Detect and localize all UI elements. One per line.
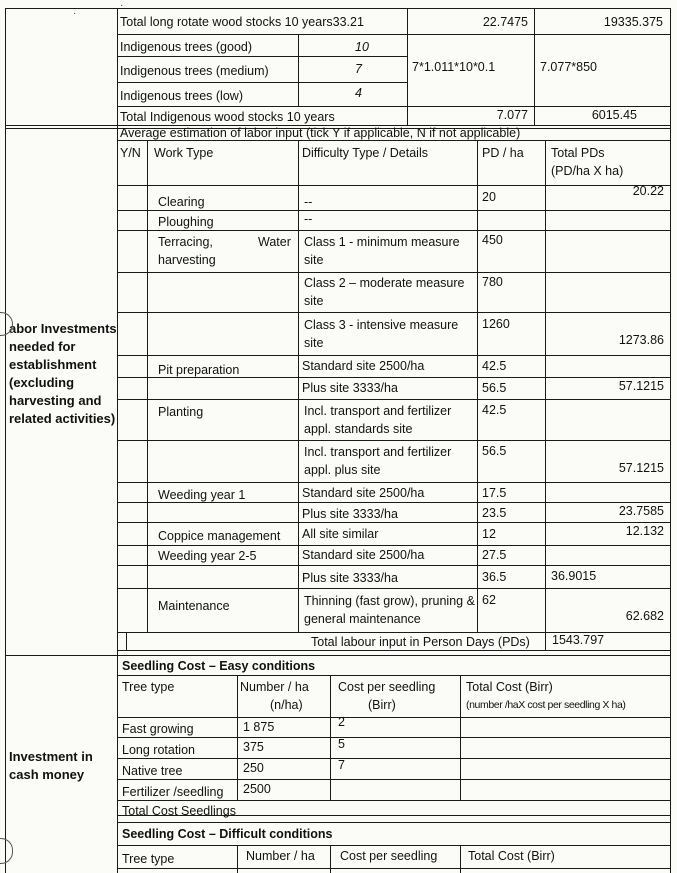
diff-class3-site: site <box>304 336 324 350</box>
diff-maintenance-2: general maintenance <box>304 612 421 626</box>
work-planting: Planting <box>158 405 204 419</box>
total-cost-seedlings: Total Cost Seedlings <box>122 804 236 818</box>
col-total-cost: Total Cost (Birr) <box>466 680 553 694</box>
tree-native: Native tree <box>122 764 183 778</box>
col-number-ha: Number / ha <box>240 680 309 694</box>
cash-section-label: Investment in cash money <box>9 749 93 782</box>
pd-class2: 780 <box>482 275 503 289</box>
cost-native: 7 <box>338 758 345 772</box>
total-clearing: 20.22 <box>632 184 664 198</box>
indigenous-medium-label: Indigenous trees (medium) <box>120 64 269 78</box>
work-coppice: Coppice management <box>158 529 281 543</box>
indigenous-medium-count: 7 <box>355 62 362 76</box>
diff-planting-plus: Incl. transport and fertilizer <box>304 445 452 459</box>
col-total-pds: Total PDs <box>551 146 605 160</box>
pd-weeding25-standard: 27.5 <box>482 548 507 562</box>
diff-planting-standard-2: appl. standards site <box>304 422 413 436</box>
pd-pit-standard: 42.5 <box>482 359 507 373</box>
col-number-unit: (n/ha) <box>270 698 303 712</box>
indigenous-total-value-2: 6015.45 <box>591 108 637 122</box>
num-fast-growing: 1 875 <box>243 720 275 734</box>
pd-weeding1-plus: 23.5 <box>482 506 507 520</box>
total-planting: 57.1215 <box>618 461 664 475</box>
diff-col-number: Number / ha <box>246 849 315 863</box>
difficult-conditions-title: Seedling Cost – Difficult conditions <box>122 827 333 841</box>
work-pit-preparation: Pit preparation <box>158 363 240 377</box>
col-pd-ha: PD / ha <box>482 146 524 160</box>
indigenous-medium-value: 7.077*850 <box>540 60 598 74</box>
indigenous-low-label: Indigenous trees (low) <box>120 89 243 103</box>
col-total-cost-formula: (number /haX cost per seedling X ha) <box>466 699 626 711</box>
pd-clearing: 20 <box>482 190 496 204</box>
indigenous-medium-formula: 7*1.011*10*0.1 <box>412 60 496 74</box>
indigenous-good-count: 10 <box>355 40 369 54</box>
punch-hole <box>0 838 13 864</box>
pd-coppice: 12 <box>482 527 496 541</box>
diff-class3: Class 3 - intensive measure <box>304 318 459 332</box>
pd-maintenance: 62 <box>482 593 496 607</box>
diff-class2-site: site <box>304 294 324 308</box>
diff-planting-plus-2: appl. plus site <box>304 463 381 477</box>
indigenous-good-label: Indigenous trees (good) <box>120 40 253 54</box>
indigenous-total-value-1: 7.077 <box>496 108 528 122</box>
diff-weeding1-standard: Standard site 2500/ha <box>302 486 425 500</box>
num-native: 250 <box>243 761 264 775</box>
tree-fast-growing: Fast growing <box>122 722 194 736</box>
scan-mark: · <box>73 8 77 19</box>
pd-planting-standard: 42.5 <box>482 403 507 417</box>
diff-weeding25-plus: Plus site 3333/ha <box>302 571 398 585</box>
long-rotate-value-1: 22.7475 <box>482 15 528 29</box>
diff-class1: Class 1 - minimum measure <box>304 235 460 249</box>
diff-class2: Class 2 – moderate measure <box>304 276 465 290</box>
easy-conditions-title: Seedling Cost – Easy conditions <box>122 659 316 673</box>
cost-long-rotation: 5 <box>338 737 345 751</box>
diff-pit-plus: Plus site 3333/ha <box>302 381 398 395</box>
diff-coppice: All site similar <box>302 527 379 541</box>
total-labour-label: Total labour input in Person Days (PDs) <box>311 635 530 649</box>
col-cost-seedling: Cost per seedling <box>338 680 436 694</box>
diff-pit-standard: Standard site 2500/ha <box>302 359 425 373</box>
num-fertilizer: 2500 <box>243 782 271 796</box>
diff-ploughing: -- <box>304 212 313 226</box>
col-yn: Y/N <box>120 146 141 160</box>
total-maintenance: 62.682 <box>625 609 664 623</box>
diff-col-tree-type: Tree type <box>122 852 175 866</box>
labor-section-label: abor Investments needed for establishment (excluding harvesting and related activities) <box>9 321 117 426</box>
work-weeding-2-5: Weeding year 2-5 <box>158 549 257 563</box>
total-coppice: 12.132 <box>625 524 664 538</box>
total-terracing: 1273.86 <box>618 333 664 347</box>
pd-pit-plus: 56.5 <box>482 381 507 395</box>
diff-maintenance: Thinning (fast grow), pruning & <box>304 594 475 608</box>
work-terracing: Terracing, <box>158 235 213 249</box>
indigenous-low-count: 4 <box>355 86 362 100</box>
cost-fast-growing: 2 <box>338 715 345 729</box>
diff-col-cost: Cost per seedling <box>340 849 438 863</box>
col-total-formula: (PD/ha X ha) <box>551 164 624 178</box>
num-long-rotation: 375 <box>243 740 264 754</box>
diff-weeding1-plus: Plus site 3333/ha <box>302 507 398 521</box>
tree-long-rotation: Long rotation <box>122 743 195 757</box>
total-weeding1: 23.7585 <box>618 504 664 518</box>
diff-class1-site: site <box>304 253 324 267</box>
col-cost-unit: (Birr) <box>368 698 396 712</box>
long-rotate-value-2: 19335.375 <box>603 15 663 29</box>
diff-col-total: Total Cost (Birr) <box>468 849 555 863</box>
total-pit: 57.1215 <box>618 379 664 393</box>
pd-class3: 1260 <box>482 317 510 331</box>
total-weeding25: 36.9015 <box>551 569 597 583</box>
total-labour-value: 1543.797 <box>552 633 605 647</box>
pd-weeding25-plus: 36.5 <box>482 570 507 584</box>
pd-planting-plus: 56.5 <box>482 444 507 458</box>
work-maintenance: Maintenance <box>158 599 230 613</box>
work-ploughing: Ploughing <box>158 215 214 229</box>
scan-mark: · <box>120 0 124 11</box>
col-tree-type: Tree type <box>122 680 175 694</box>
work-clearing: Clearing <box>158 195 205 209</box>
long-rotate-label: Total long rotate wood stocks 10 years33.21 <box>120 15 364 29</box>
pd-weeding1-standard: 17.5 <box>482 486 507 500</box>
diff-planting-standard: Incl. transport and fertilizer <box>304 404 452 418</box>
tree-fertilizer: Fertilizer /seedling <box>122 785 224 799</box>
col-work-type: Work Type <box>154 146 214 160</box>
pd-class1: 450 <box>482 233 503 247</box>
col-difficulty: Difficulty Type / Details <box>302 146 428 160</box>
diff-weeding25-standard: Standard site 2500/ha <box>302 548 425 562</box>
work-weeding-1: Weeding year 1 <box>158 488 246 502</box>
work-terracing-water: Water <box>258 235 291 249</box>
labor-heading: Average estimation of labor input (tick Y if applicable, N if not applicable) <box>120 126 521 140</box>
indigenous-total-label: Total Indigenous wood stocks 10 years <box>120 110 335 124</box>
diff-clearing: -- <box>304 195 313 209</box>
work-terracing-harvesting: harvesting <box>158 253 216 267</box>
